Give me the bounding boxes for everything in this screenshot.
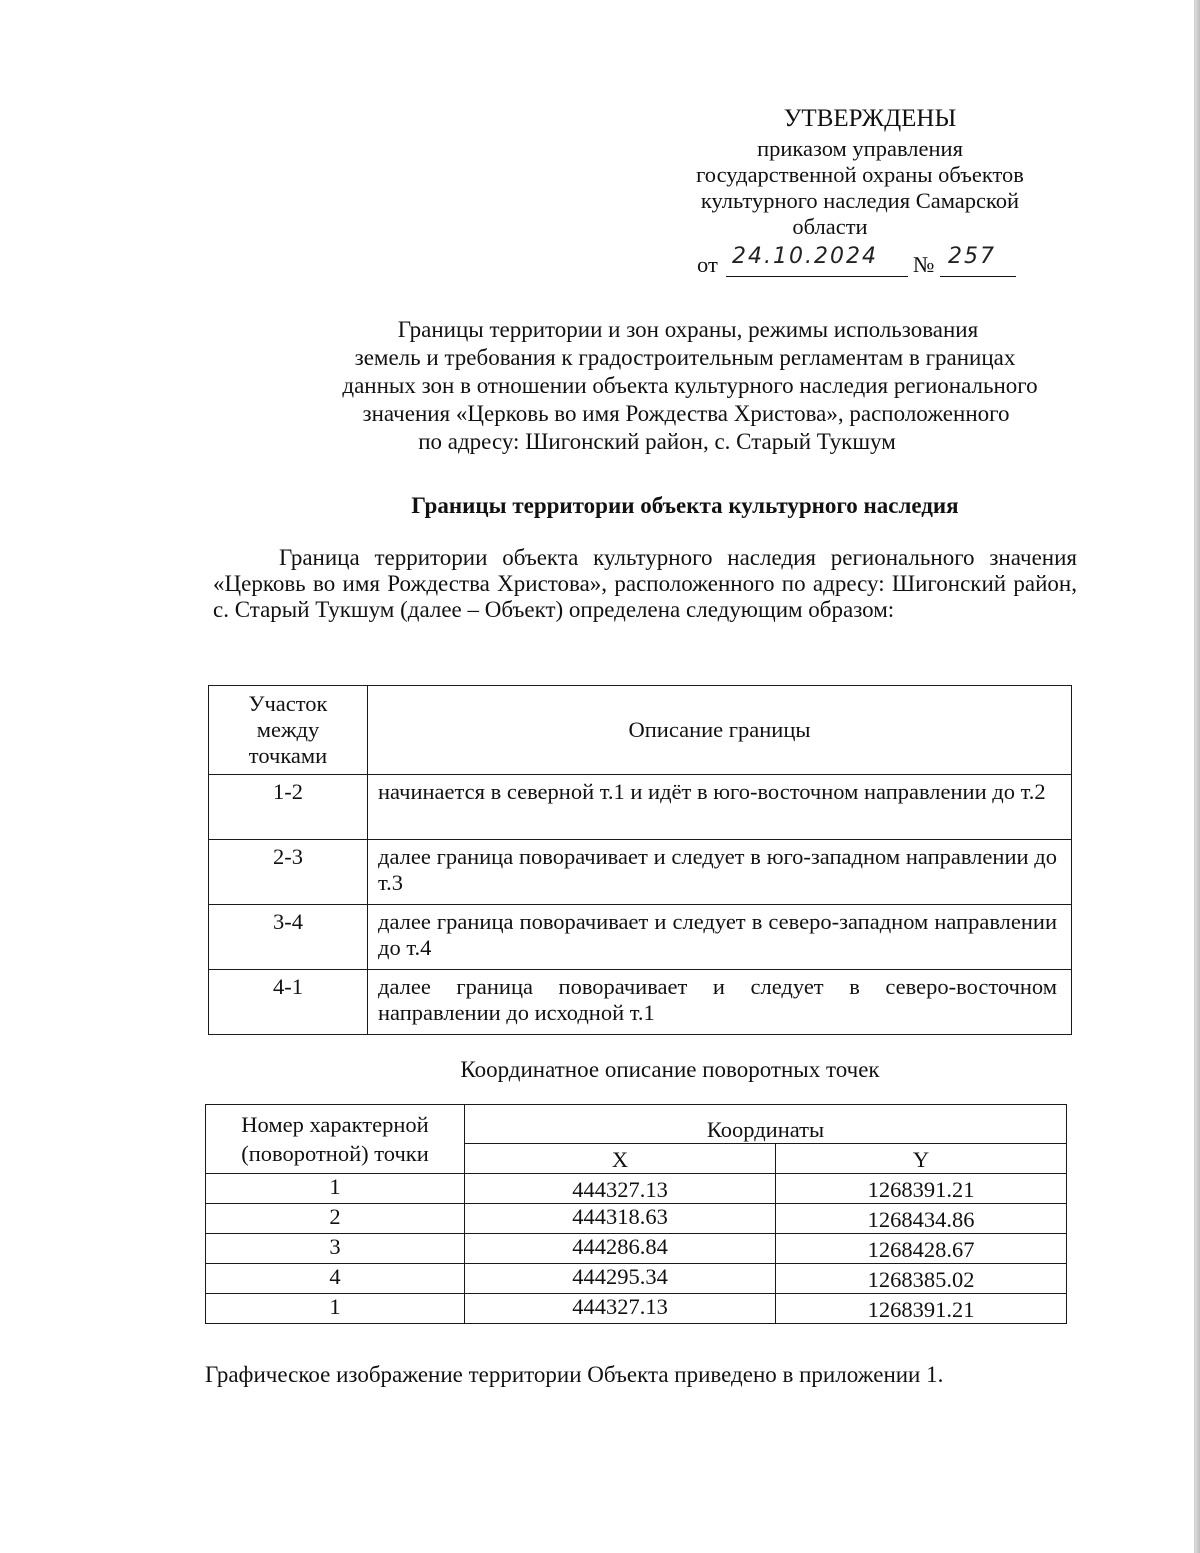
coords-caption: Координатное описание поворотных точек — [460, 1057, 880, 1082]
table-header-row — [206, 1105, 1067, 1144]
table-header-row — [209, 686, 1072, 775]
point-cell: 1 — [206, 1294, 465, 1324]
y-cell: 1268385.02 — [776, 1264, 1067, 1294]
header-segment-line: точками — [248, 743, 328, 768]
description-cell: далее граница поворачивает и следует в северо-восточном направлении до исходной т.1 — [368, 970, 1072, 1035]
y-cell: 1268428.67 — [776, 1234, 1067, 1264]
header-coordinates: Координаты — [465, 1105, 1067, 1144]
footer-note: Графическое изображение территории Объекта приведено в приложении 1. — [205, 1362, 944, 1387]
header-segment-line: Участок — [248, 691, 328, 716]
approval-line: государственной охраны объектов — [696, 162, 1024, 187]
table-row — [206, 1234, 1067, 1264]
header-segment-line: между — [256, 717, 320, 742]
table-row — [206, 1264, 1067, 1294]
x-cell: 444327.13 — [465, 1174, 776, 1204]
y-cell: 1268391.21 — [776, 1294, 1067, 1324]
handwritten-date: 24.10.2024 — [732, 244, 878, 269]
approval-block — [650, 106, 1070, 276]
y-cell: 1268434.86 — [776, 1204, 1067, 1234]
title-line: значения «Церковь во имя Рождества Христова», расположенного — [362, 401, 1010, 426]
description-cell: далее граница поворачивает и следует в северо-западном направлении до т.4 — [368, 905, 1072, 970]
header-y: Y — [776, 1144, 1067, 1174]
approval-heading: УТВЕРЖДЕНЫ — [783, 105, 957, 132]
date-prefix: от — [697, 252, 718, 277]
date-underline — [726, 276, 908, 277]
point-cell: 1 — [206, 1174, 465, 1204]
description-cell: начинается в северной т.1 и идёт в юго-восточном направлении до т.2 — [368, 775, 1072, 840]
x-cell: 444286.84 — [465, 1234, 776, 1264]
title-line: Границы территории и зон охраны, режимы использования — [397, 317, 979, 342]
segment-cell: 2-3 — [209, 840, 368, 905]
section-heading: Границы территории объекта культурного наследия — [411, 493, 959, 518]
header-point-line: (поворотной) точки — [241, 1141, 429, 1166]
approval-line: приказом управления — [757, 136, 963, 161]
table-row — [209, 970, 1072, 1035]
table-row — [209, 905, 1072, 970]
table-row — [206, 1294, 1067, 1324]
segment-cell: 4-1 — [209, 970, 368, 1035]
table-row — [206, 1174, 1067, 1204]
segment-cell: 3-4 — [209, 905, 368, 970]
header-segment — [209, 686, 368, 775]
description-cell: далее граница поворачивает и следует в юго-западном направлении до т.3 — [368, 840, 1072, 905]
table-row — [209, 775, 1072, 840]
header-point-number — [206, 1105, 465, 1174]
number-prefix: № — [913, 252, 935, 277]
boundary-table — [208, 685, 1072, 1035]
point-cell: 3 — [206, 1234, 465, 1264]
title-line: данных зон в отношении объекта культурного наследия регионального — [342, 373, 1038, 398]
table-row — [206, 1204, 1067, 1234]
table-row — [209, 840, 1072, 905]
y-cell: 1268391.21 — [776, 1174, 1067, 1204]
header-description: Описание границы — [368, 686, 1072, 775]
approval-line: области — [792, 214, 868, 239]
approval-date-number — [650, 242, 1070, 276]
segment-cell: 1-2 — [209, 775, 368, 840]
intro-paragraph: Граница территории объекта культурного наследия регионального значения «Церковь во имя Рождества Христова», расположенного по адресу: Шигонский район, с. Старый Тукшум (далее – Объект) определена следующим образом: — [213, 545, 1077, 622]
coordinates-table — [205, 1104, 1067, 1324]
point-cell: 4 — [206, 1264, 465, 1294]
point-cell: 2 — [206, 1204, 465, 1234]
header-point-line: Номер характерной — [241, 1112, 429, 1137]
document-title — [200, 316, 1170, 456]
x-cell: 444295.34 — [465, 1264, 776, 1294]
handwritten-number: 257 — [948, 244, 996, 269]
title-line: по адресу: Шигонский район, с. Старый Тукшум — [418, 429, 896, 454]
approval-line: культурного наследия Самарской — [700, 188, 1020, 213]
scan-edge — [1194, 0, 1200, 1553]
x-cell: 444318.63 — [465, 1204, 776, 1234]
x-cell: 444327.13 — [465, 1294, 776, 1324]
title-line: земель и требования к градостроительным регламентам в границах — [354, 345, 1016, 370]
header-x: X — [465, 1144, 776, 1174]
number-underline — [940, 276, 1016, 277]
